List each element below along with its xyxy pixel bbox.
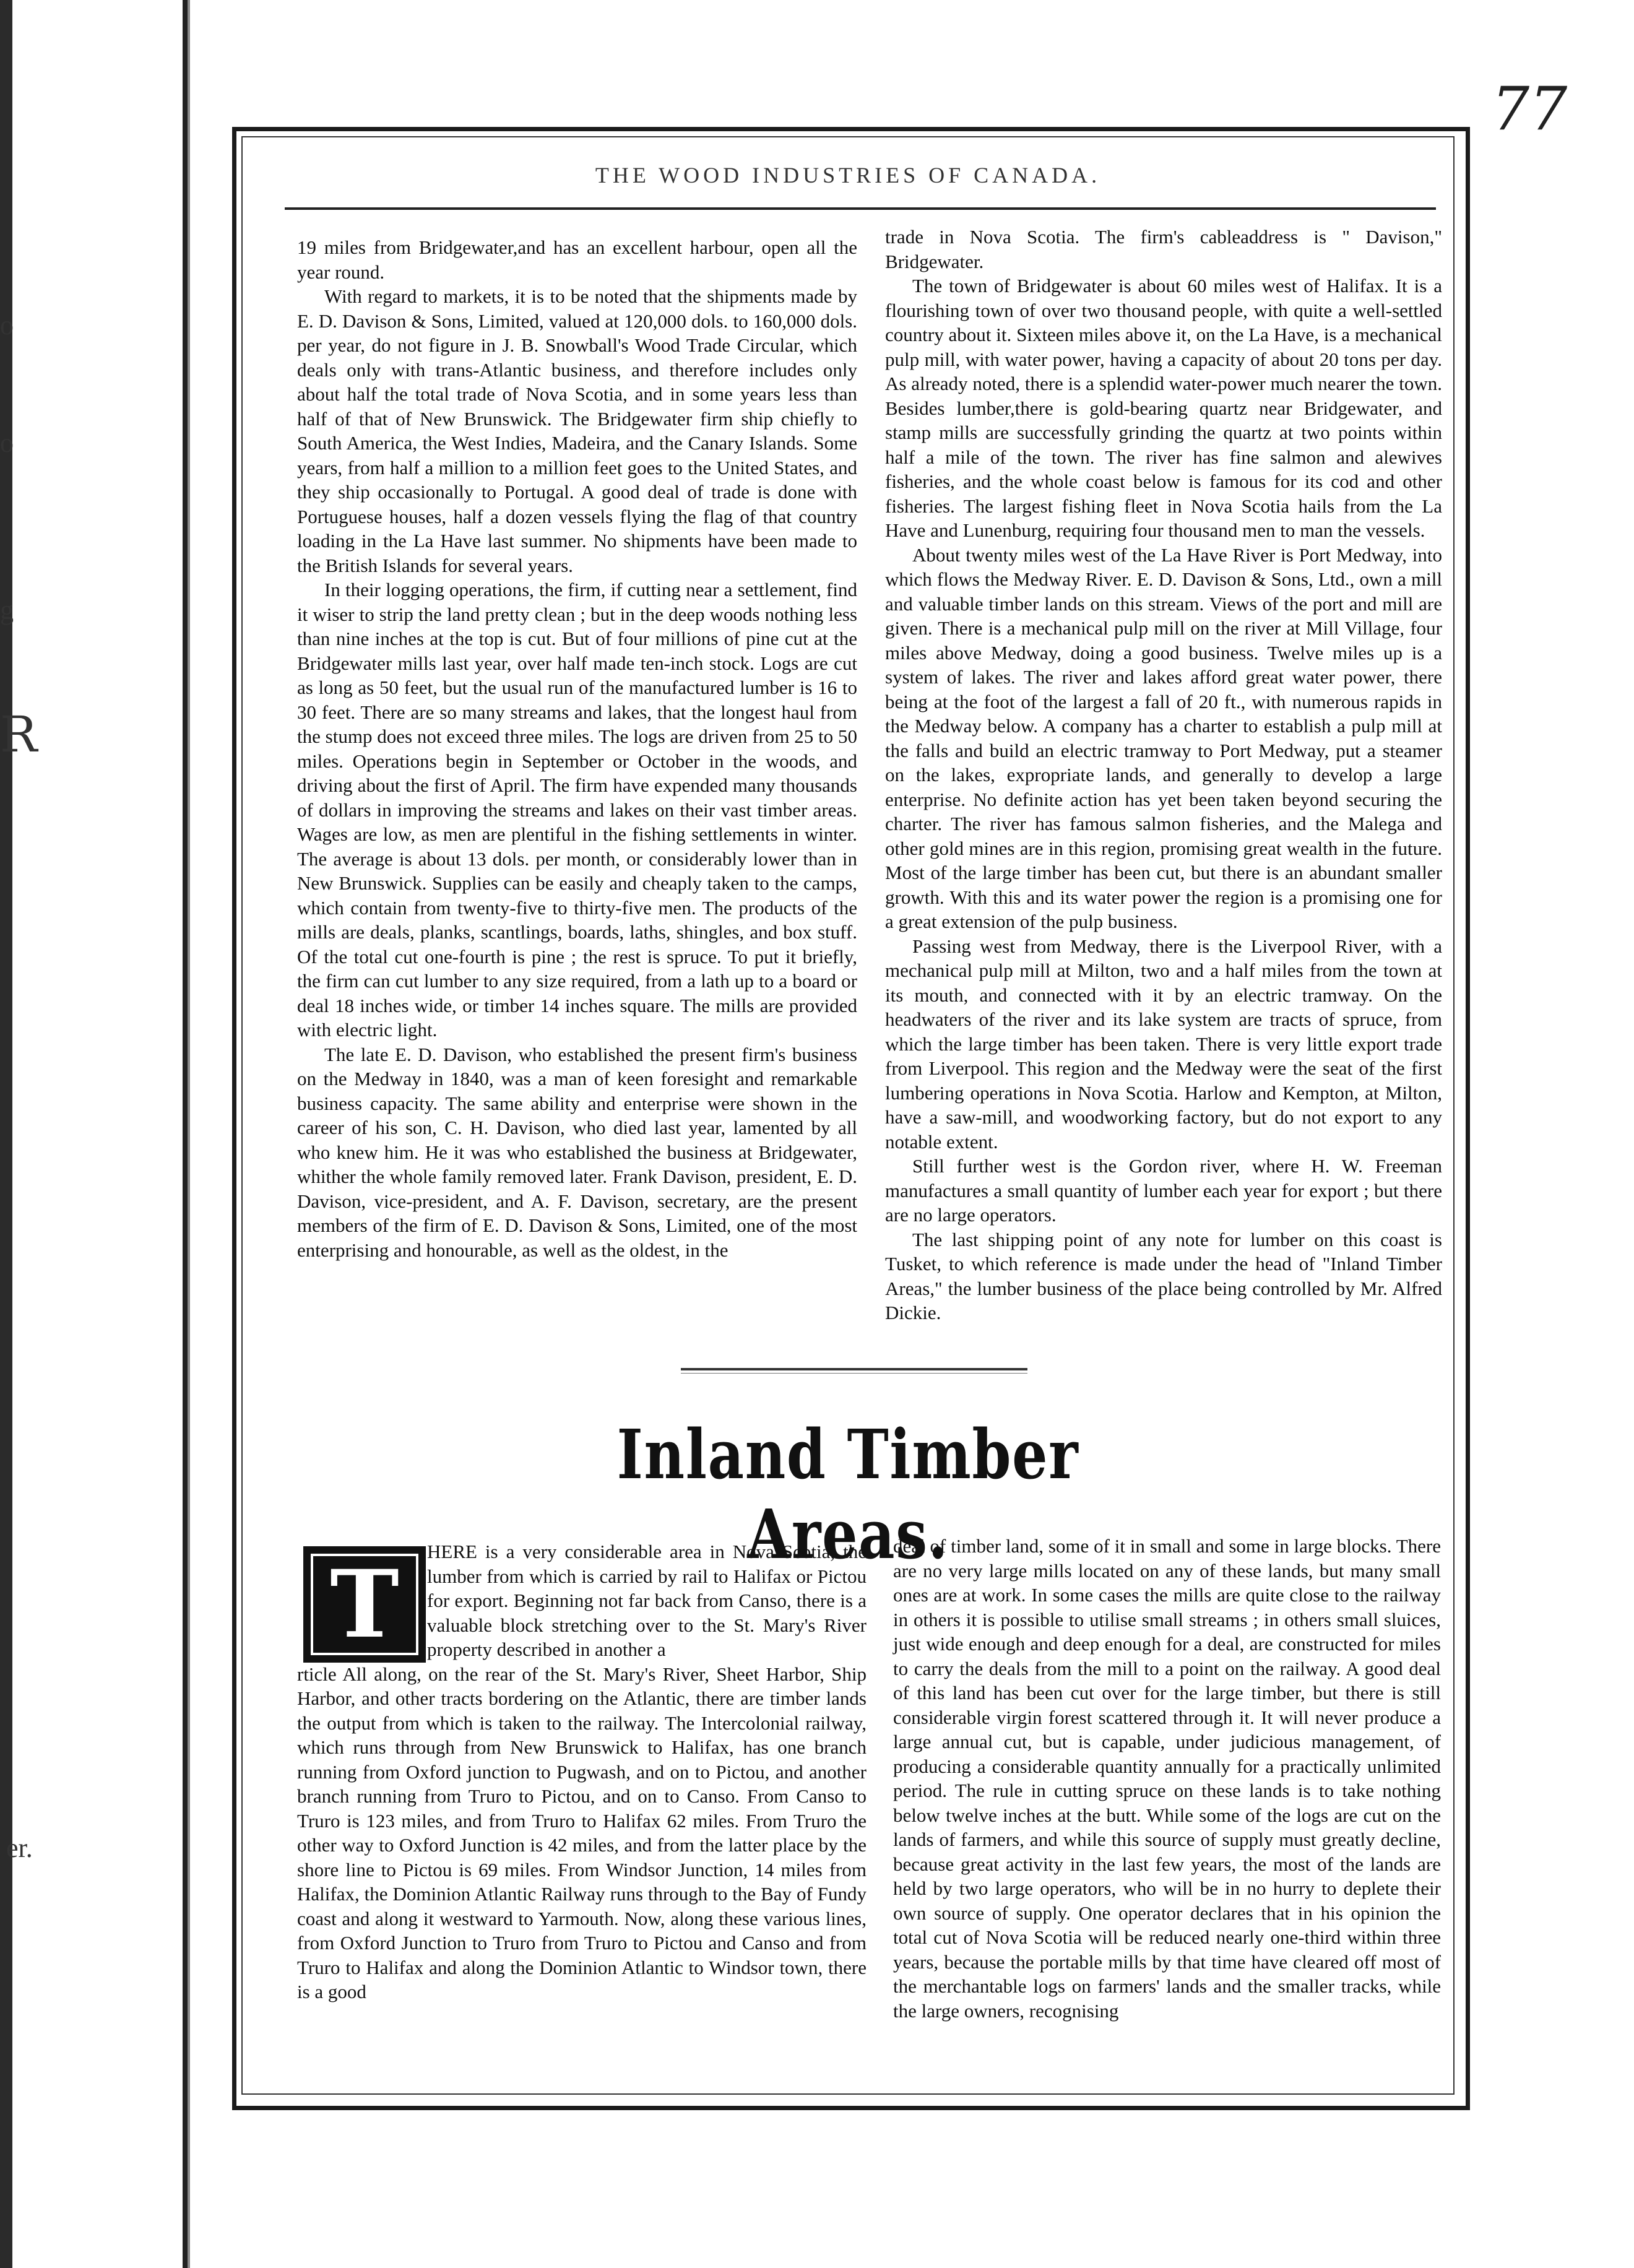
page-fold bbox=[188, 0, 190, 2268]
margin-mark: g bbox=[0, 595, 14, 625]
paragraph: trade in Nova Scotia. The firm's cableaddress is " Davison," Bridgewater. bbox=[885, 226, 1442, 272]
drop-cap-initial: T bbox=[303, 1546, 426, 1663]
paragraph: The last shipping point of any note for lumber on this coast is Tusket, to which reference is made under the head of "Inland Timber Areas," the lumber business of the place being controlled by Mr. Alfred Dickie. bbox=[885, 1228, 1442, 1323]
paragraph: deal of timber land, some of it in small and some in large blocks. There are no very large mills located on any of these lands, but many small ones are at work. In some cases the mills are quite close to the railway in others it is possible to utilise small streams ; in others small sluices, just wide enough and deep enough for a deal, are constructed for miles to carry the deals from the mill to a point on the railway. A good deal of this land has been cut over for the large timber, but there is still considerable virgin forest scattered through it. It will never produce a large annual cut, but is capable, under judicious management, of producing a considerable quantity annually for a practically unlimited period. The rule in cutting spruce on these lands is to take nothing below twelve inches at the butt. While some of the logs are cut on the lands of farmers, and while this source of supply must greatly decline, because great activity in the last few years, the most of the lands are held by two large operators, who will be in no hurry to deplete their own source of supply. One operator declares that in his opinion the total cut of Nova Scotia will be reduced nearly one-third within three years, because the portable mills by that time have cleared off most of the merchantable logs on farmers' lands and the smaller tracks, while the large owners, recognising bbox=[893, 1535, 1441, 2022]
article-column-1 bbox=[297, 235, 857, 1262]
paragraph: About twenty miles west of the La Have River is Port Medway, into which flows the Medway River. E. D. Davison & Sons, Ltd., own a mill and valuable timber lands on this stream. Views of the port and mill are given. There is a mechanical pulp mill on the river at Mill Village, four miles above Medway, doing a good business. Twelve miles up is a system of lakes. The river and lakes afford great water power, there being at the foot of the largest a fall of 20 ft., with numerous rapids in the Medway below. A company has a charter to establish a pulp mill at the falls and build an electric tramway to Port Medway, put a steamer on the lakes, expropriate lands, and generally to develop a large enterprise. No definite action has yet been taken beyond securing the charter. The river has famous salmon fisheries, and the Malega and other gold mines are in this region, promising great wealth in the future. Most of the large timber has been cut, but there is an abundant smaller growth. With this and its water power the region is a promising one for a great extension of the pulp business. bbox=[885, 543, 1442, 932]
margin-mark: o bbox=[0, 310, 14, 340]
paragraph: The town of Bridgewater is about 60 miles west of Halifax. It is a flourishing town of over two thousand people, with quite a well-settled country about it. Sixteen miles above it, on the La Have, is a mechanical pulp mill, with water power, having a capacity of about 20 tons per day. As already noted, there is a splendid water-power much nearer the town. Besides lumber,there is gold-bearing quartz near Bridgewater, and stamp mills are successfully grinding the quartz at two points within half a mile of the town. The river has fine salmon and alewives fisheries, and the whole coast below is famous for its cod and other fisheries. The largest fishing fleet in Nova Scotia hails from the La Have and Lunenburg, requiring four thousand men to man the vessels. bbox=[885, 275, 1442, 541]
header-rule bbox=[285, 207, 1436, 210]
margin-mark: R bbox=[0, 706, 38, 763]
section-divider-thin bbox=[681, 1373, 1027, 1374]
page-number: 77 bbox=[1492, 74, 1568, 144]
section-title: Inland Timber Areas. bbox=[616, 1414, 1079, 1574]
paragraph: Passing west from Medway, there is the Liverpool River, with a mechanical pulp mill at Milton, two and a half miles from the town at its mouth, and connected with it by an electric tramway. On the headwaters of the river and its lake system are tracts of spruce, from which the large timber has been taken. There is very little export trade from Liverpool. This region and the Medway were the seat of the first lumbering operations in Nova Scotia. Harlow and Kempton, at Milton, have a saw-mill, and woodworking factory, but do not export to any notable extent. bbox=[885, 935, 1442, 1153]
continued-text: rticle All along, on the rear of the St. Mary's River, Sheet Harbor, Ship Harbor, and other tracts bordering on the Atlantic, there are timber lands the output from which is taken to the railway. The Intercolonial railway, which runs through from New Brunswick to Halifax, has one branch running from Oxford junction to Pugwash, and on to Pictou, and another branch running from Truro to Pictou, and on to Canso. From Canso to Truro is 123 miles, and from Truro to Halifax 62 miles. From Truro the other way to Oxford Junction is 42 miles, and from the latter place by the shore line to Pictou is 69 miles. From Windsor Junction, 14 miles from Halifax, the Dominion Atlantic Railway runs through to the Bay of Fundy coast and along it westward to Yarmouth. Now, along these various lines, from Oxford Junction to Truro from Truro to Pictou and Canso and from Truro to Halifax and along the Dominion Atlantic to Windsor town, there is a good bbox=[297, 1663, 867, 2002]
margin-mark: er. bbox=[6, 1833, 33, 1863]
section-column-2 bbox=[893, 1534, 1441, 2023]
paragraph: 19 miles from Bridgewater,and has an excellent harbour, open all the year round. bbox=[297, 236, 857, 283]
paragraph: The late E. D. Davison, who established the present firm's business on the Medway in 1840, was a man of keen foresight and remarkable business capacity. The same ability and enterprise were shown in the career of his son, C. H. Davison, who died last year, lamented by all who knew him. He it was who established the business at Bridgewater, whither the whole family removed later. Frank Davison, president, E. D. Davison, vice-president, and A. F. Davison, secretary, are the present members of the firm of E. D. Davison & Sons, Limited, one of the most enterprising and honourable, as well as the oldest, in the bbox=[297, 1043, 857, 1261]
section-column-1 bbox=[297, 1539, 867, 2004]
section-divider bbox=[681, 1368, 1027, 1370]
paragraph: In their logging operations, the firm, if cutting near a settlement, find it wiser to strip the land pretty clean ; but in the deep woods nothing less than nine inches at the top is cut. But of four millions of pine cut at the Bridgewater mills last year, over half made ten-inch stock. Logs are cut as long as 50 feet, but the usual run of the manufactured lumber is 16 to 30 feet. There are so many streams and lakes, that the longest haul from the stump does not exceed three miles. The logs are driven from 25 to 50 miles. Operations begin in September or October in the woods, and driving about the first of April. The firm have expended many thousands of dollars in improving the streams and lakes on their vast timber areas. Wages are low, as men are plentiful in the fishing settlements in winter. The average is about 13 dols. per month, or considerably lower than in New Brunswick. Supplies can be easily and cheaply taken to the camps, which contain from twenty-five to thirty-five men. The products of the mills are deals, planks, scantlings, boards, laths, shingles, and box stuff. Of the total cut one-fourth is pine ; the rest is spruce. To put it briefly, the firm can cut lumber to any size required, from a lath up to a board or deal 18 inches wide, or timber 14 inches square. The mills are provided with electric light. bbox=[297, 579, 857, 1041]
paragraph bbox=[297, 1539, 867, 2004]
article-column-2 bbox=[885, 225, 1442, 1325]
running-head: THE WOOD INDUSTRIES OF CANADA. bbox=[595, 163, 1101, 188]
margin-mark: o bbox=[0, 428, 14, 458]
facing-page-edge bbox=[0, 0, 188, 2268]
paragraph: With regard to markets, it is to be noted that the shipments made by E. D. Davison & Sons, Limited, valued at 120,000 dols. to 160,000 dols. per year, do not figure in J. B. Snowball's Wood Trade Circular, which deals only with trans-Atlantic business, and therefore includes only about half the total trade of Nova Scotia, and in some years less than half of that of New Brunswick. The Bridgewater firm ship chiefly to South America, the West Indies, Madeira, and the Canary Islands. Some years, from half a million to a million feet goes to the United States, and they ship occasionally to Portugal. A good deal of trade is done with Portuguese houses, half a dozen vessels flying the flag of that country loading in the La Have last summer. No shipments have been made to the British Islands for several years. bbox=[297, 285, 857, 576]
drop-cap-wrapped-text: HERE is a very considerable area in Nova Scotia, the lumber from which is carried by rail to Halifax or Pictou for export. Beginning not far back from Canso, there is a valuable block stretching over to the St. Mary's River property described in another a bbox=[427, 1541, 867, 1660]
paragraph: Still further west is the Gordon river, where H. W. Freeman manufactures a small quantity of lumber each year for export ; but there are no large operators. bbox=[885, 1155, 1442, 1226]
